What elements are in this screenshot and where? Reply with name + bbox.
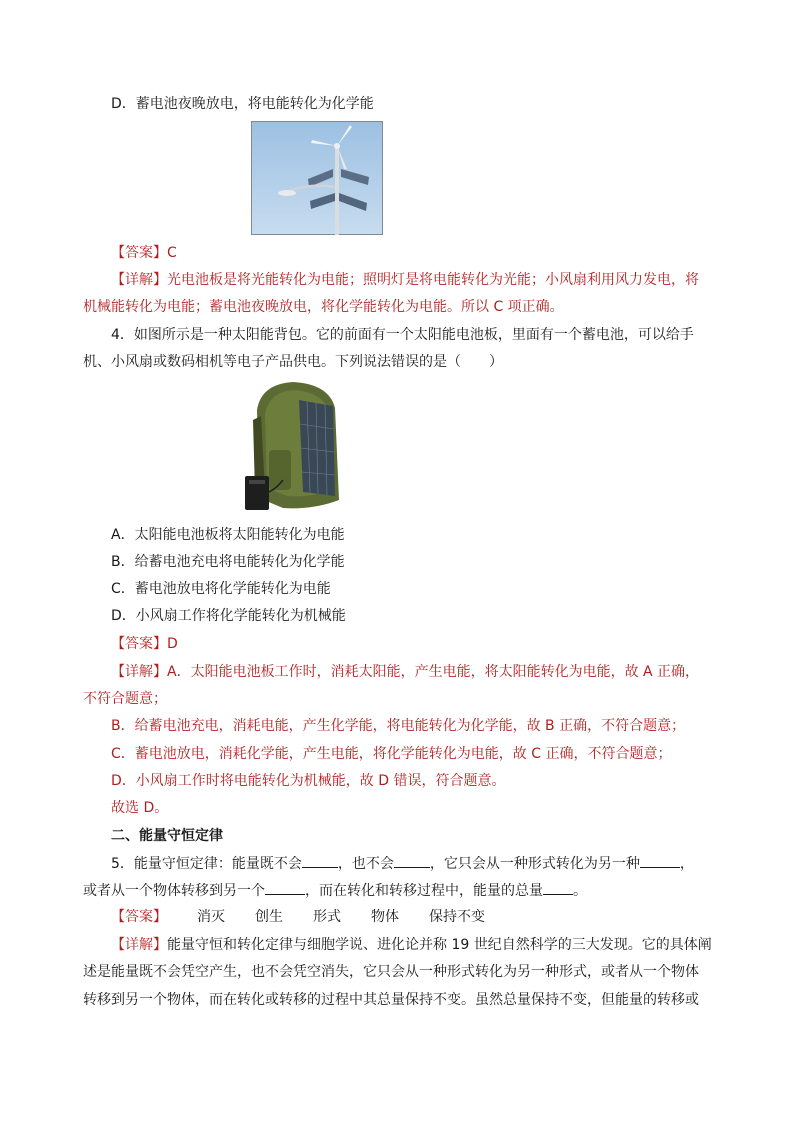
q5-blank-2 — [394, 853, 430, 868]
answer-value: 创生 — [255, 909, 283, 925]
q5-blank-3 — [640, 853, 680, 868]
section-title: 二、能量守恒定律 — [111, 828, 223, 844]
q5-detail-line3: 转移到另一个物体，而在转化或转移的过程中其总量保持不变。虽然总量保持不变，但能量的转移或 — [83, 992, 699, 1008]
answer-value: 形式 — [313, 909, 341, 925]
q5-text: 5．能量守恒定律：能量既不会 — [111, 856, 302, 872]
q4-detail-line1 — [111, 662, 699, 682]
q5-detail-line2: 述是能量既不会凭空产生，也不会凭空消失，它只会从一种形式转化为另一种形式，或者从一个物体 — [83, 964, 699, 980]
answer-tag: 【答案】 — [111, 245, 167, 261]
detail-text: 能量守恒和转化定律与细胞学说、进化论并称 19 世纪自然科学的三大发现。它的具体阐 — [167, 937, 712, 953]
q4-detail-d: D．小风扇工作时将电能转化为机械能，故 D 错误，符合题意。 — [111, 773, 506, 789]
q3-answer — [111, 243, 177, 263]
q3-option-d: D．蓄电池夜晚放电，将电能转化为化学能 — [111, 96, 374, 112]
answer-tag: 【答案】 — [111, 909, 167, 925]
answer-tag: 【答案】 — [111, 636, 167, 652]
detail-tag: 【详解】 — [111, 937, 167, 953]
q4-option-d: D．小风扇工作将化学能转化为机械能 — [111, 608, 346, 624]
q5-text: 。 — [573, 883, 587, 899]
q5-blank-5 — [543, 880, 573, 895]
q4-option-b: B．给蓄电池充电将电能转化为化学能 — [111, 554, 345, 570]
q4-detail-line2: 不符合题意； — [83, 691, 167, 707]
q5-stem-line2 — [83, 880, 587, 901]
answer-value: C — [167, 245, 177, 261]
q5-blank-1 — [302, 853, 338, 868]
q5-stem-line1 — [111, 853, 694, 874]
answer-value: 消灭 — [197, 909, 225, 925]
q4-detail-b: B．给蓄电池充电，消耗电能，产生化学能，将电能转化为化学能，故 B 正确，不符合题意； — [111, 718, 686, 734]
q5-answer — [111, 907, 485, 927]
q4-option-c: C．蓄电池放电将化学能转化为电能 — [111, 581, 331, 597]
answer-value: 保持不变 — [429, 909, 485, 925]
q3-detail-line1 — [111, 270, 699, 290]
q5-text: ，而在转化和转移过程中，能量的总量 — [305, 883, 543, 899]
answer-value: D — [167, 636, 178, 652]
street-lamp-photo — [251, 121, 383, 235]
q4-stem-line1: 4．如图所示是一种太阳能背包。它的前面有一个太阳能电池板，里面有一个蓄电池，可以给手 — [111, 327, 694, 343]
q5-blank-4 — [265, 880, 305, 895]
detail-tag: 【详解】 — [111, 272, 167, 288]
answer-value: 物体 — [371, 909, 399, 925]
q4-option-a: A．太阳能电池板将太阳能转化为电能 — [111, 527, 345, 543]
detail-tag: 【详解】 — [111, 664, 167, 680]
q4-detail-c: C．蓄电池放电，消耗化学能，产生电能，将化学能转化为电能，故 C 正确，不符合题意； — [111, 746, 672, 762]
detail-text: A．太阳能电池板工作时，消耗太阳能，产生电能，将太阳能转化为电能，故 A 正确， — [167, 664, 700, 680]
q4-answer — [111, 634, 178, 654]
q5-text: ， — [679, 856, 694, 872]
q4-stem-line2: 机、小风扇或数码相机等电子产品供电。下列说法错误的是（ ） — [83, 354, 503, 370]
detail-text: 光电池板是将光能转化为电能；照明灯是将电能转化为光能；小风扇利用风力发电，将 — [167, 272, 699, 288]
q5-text: ，它只会从一种形式转化为另一种 — [429, 856, 640, 872]
q3-detail-line2: 机械能转化为电能；蓄电池夜晚放电，将化学能转化为电能。所以 C 项正确。 — [83, 299, 564, 315]
q5-text: ，也不会 — [337, 856, 394, 872]
q5-text: 或者从一个物体转移到另一个 — [83, 883, 265, 899]
q4-conclusion: 故选 D。 — [111, 800, 169, 816]
solar-backpack-photo — [243, 380, 353, 516]
q5-detail-line1 — [111, 935, 712, 955]
